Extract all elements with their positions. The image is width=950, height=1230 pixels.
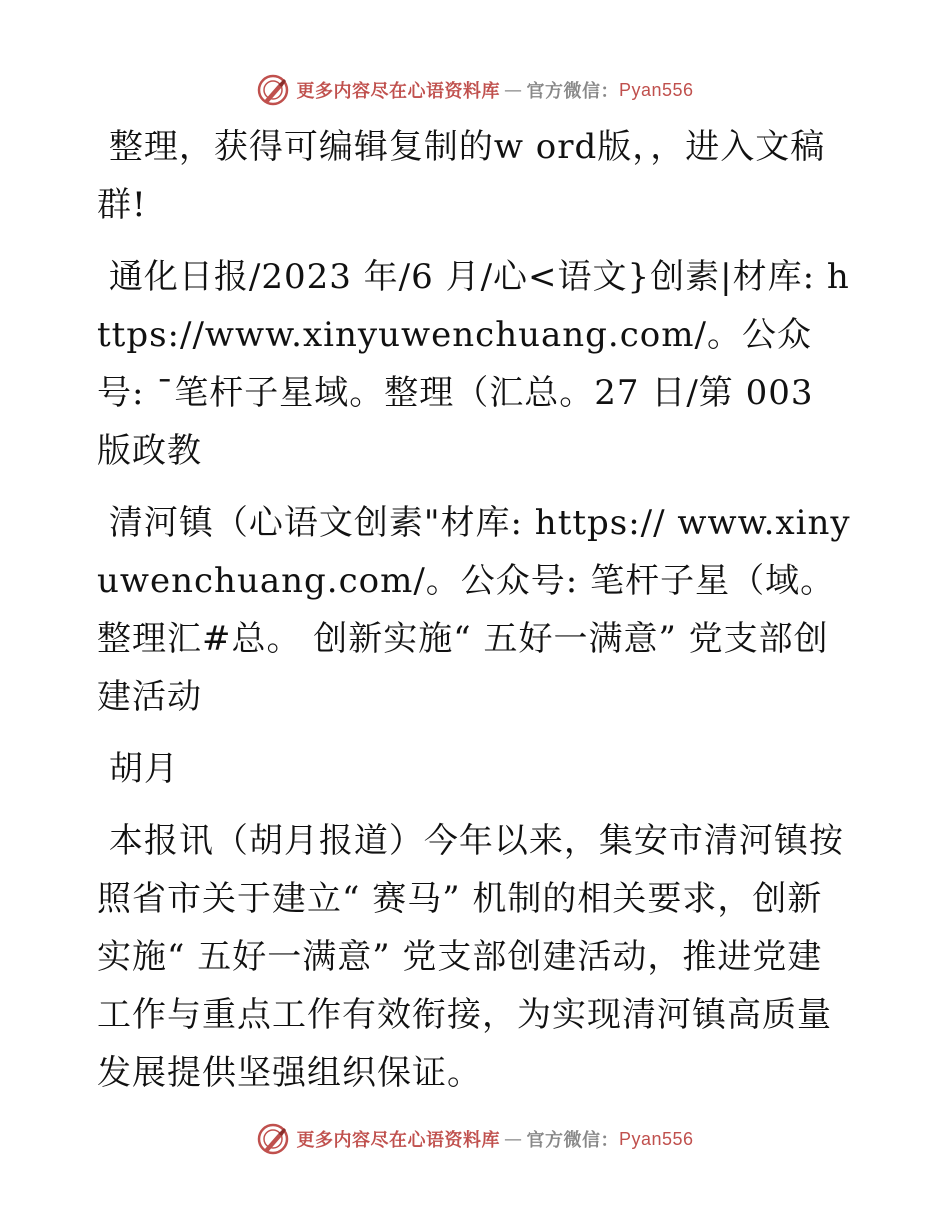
paragraph-intro: 整理，获得可编辑复制的w ord版，，进入文稿群! <box>97 127 826 225</box>
paragraph-headline: 清河镇（心语文创素"材库: https:// www.xinyuwenchuang.com/。公众号: 笔杆子星（域。整理汇#总。 创新实施“ 五好一满意” 党支部创建活动 <box>97 503 851 717</box>
banner-wechat-id: Pyan556 <box>618 79 694 100</box>
paragraph-author: 胡月 <box>108 749 179 789</box>
banner-brand: 更多内容尽在心语资料库 <box>296 1130 500 1151</box>
pen-logo-icon <box>256 73 290 107</box>
banner-wechat-id: Pyan556 <box>618 1128 694 1149</box>
paragraph-source: 通化日报/2023 年/6 月/心<语文}创素|材库: https://www.xinyuwenchuang.com/。公众号: ¯笔杆子星域。整理（汇总。27 日/第 003 版政教 <box>97 257 850 471</box>
banner-separator: — <box>503 1128 523 1150</box>
footer-banner <box>0 1119 950 1159</box>
paragraph-body: 本报讯（胡月报道）今年以来，集安市清河镇按照省市关于建立“ 赛马” 机制的相关要求，创新实施“ 五好一满意” 党支部创建活动，推进党建工作与重点工作有效衔接，为实现清河镇高质量发展提供坚强组织保证。 <box>97 821 844 1093</box>
banner-wechat-label: 官方微信： <box>526 1130 619 1151</box>
banner-brand: 更多内容尽在心语资料库 <box>296 81 500 102</box>
pen-logo-icon <box>256 1122 290 1156</box>
banner-wechat-label: 官方微信： <box>526 81 619 102</box>
document-body <box>97 118 857 1116</box>
header-banner <box>0 70 950 110</box>
banner-separator: — <box>503 79 523 101</box>
